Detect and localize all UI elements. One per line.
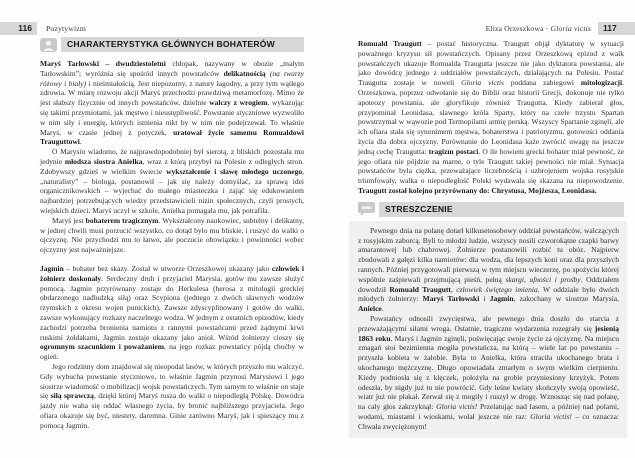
page-number-right xyxy=(598,22,635,35)
paragraph: Powstańcy odnosili zwycięstwa, ale pewnego dnia doszło do starcia z przeważającymi siłami wroga. Ostatnie, tragiczne wydarzenia rozegrały się jesienią 1863 roku. Maryś i Jagmin zginęli, poświęcając swoje życie za ojczyznę. Na miejscu zmagań stoi bezimienna mogiła powstańcza, na którą – wiele lat po powstaniu – przyszła kobieta w żałobie. Była to Anielka, która straciła ukochanego brata i ukochanego mężczyznę. Długo opowiadała zmarłym o swym wielkim cierpieniu. Kiedy podniosła się z klęczek, położyła na grobie przyniesiony krzyżyk. Potem odeszła, by nigdy już tu nie powrócić. Gdy leśne kwiaty skończyły swoją opowieść, wiatr już nie płakał. Zerwał się z mogiły i ruszył w drogę. Wznosząc się nad polanę, na cały głos zakrzyknął: Gloria victis! Przelatując nad lasem, a później nad polami, wodami, miastami i wioskami, wołał jeszcze nie raz: Gloria victis! – co oznacza: Chwała zwyciężonym! xyxy=(358,313,620,431)
page-number-left-value: 116 xyxy=(18,23,32,33)
traugutt-text xyxy=(358,39,624,196)
running-head-right xyxy=(486,22,635,35)
person-icon xyxy=(40,38,57,52)
summary-panel xyxy=(349,221,627,439)
running-head-separator: · xyxy=(545,24,549,33)
running-head-author: Eliza Orzeszkowa xyxy=(485,24,544,33)
paragraph: Maryś jest bohaterem tragicznym. Wykształcony naukowiec, subtelny i delikatny, w jednej chwili musi porzucić wszystko, co dotąd było mu bliskie, i ruszyć do walki o ojczyznę. Nie przychodzi mu to łatwo, ale poczucie obowiązku i powinności wobec ojczyzny jest najważniejsze. xyxy=(40,215,304,255)
section-heading-summary xyxy=(358,202,624,217)
page-number-right-value: 117 xyxy=(603,23,617,33)
running-head-work-title: Gloria victis xyxy=(550,24,591,33)
paragraph: Romuald Traugutt – postać historyczna. Traugutt objął dyktaturę w sytuacji poważnego kryzysu sił powstańczych. Opisany przez Orzeszkową epizod z walk powstańczych ukazuje Romualda Traugutta jeszcze nie jako dyktatora powstania, ale jako dowódcę jednego z oddziałów powstańczych, działających na Polesiu. Postać Traugutta zostaje w noweli Gloria victis poddana zabiegowi mitologizacji. Orzeszkowa, poprzez odwołanie się do Biblii oraz historii Grecji, dokonuje nie tylko apoteozy powstania, ale gloryfikuje również Traugutta. Kiedy zabierał głos, przypominał Leonidasa, sławnego króla Sparty, który na czele trzystu Spartan powstrzymał w wąwozie pod Termopilami armię perską. Wszyscy Spartanie zginęli, ale ich ofiara stała się synonimem męstwa, bohaterstwa i patriotyzmu, gotowości oddania życia dla dobra ojczyzny. Porównanie do Leonidasa każe zwrócić uwagę na jeszcze jedną cechę Traugutta: tragizm postaci. O ile bowiem grecki bohater miał pewność, że jego ofiara nie pójdzie na marne, o tyle Traugutt takiej pewności nie miał. Sytuacja powstańców była ciężka, przeważające liczebnością i uzbrojeniem wojska rosyjskie triumfowały, walka o niepodległość Polski wydawała się skazana na niepowodzenie. Traugutt został kolejno przyrównany do: Chrystusa, Mojżesza, Leonidasa. xyxy=(358,39,624,195)
summary-text xyxy=(358,226,619,432)
section-heading-summary-label: STRESZCZENIE xyxy=(379,202,624,217)
section-heading-characters-label: CHARAKTERYSTYKA GŁÓWNYCH BOHATERÓW xyxy=(61,37,304,52)
paragraph: Jagmin – bohater bez skazy. Został w utworze Orzeszkowej ukazany jako człowiek i żołnierz doskonały. Serdeczny druh i przyjaciel Marysia, gotów mu zawsze służyć pomocą. Jagmin przyrównany zostaje do Herkulesa (herosa z mitologii greckiej obdarzonego nadludzką siłą) oraz Scypiona (jednego z dwóch sławnych wodzów rzymskich z okresu wojen punickich). Zawsze zdyscyplinowany i gotów do walki, zawsze wykonujący rozkazy naczelnego wodza. W jednym z ostatnich epizodów, kiedy zachodzi potrzeba bronienia namiotu z rannymi powstańcami przed żądnymi krwi ruskimi żołdakami, Jagmin zostaje ukazany jako anioł. Wśród żołnierzy cieszy się ogromnym szacunkiem i poważaniem, na jego rozkaz powstańcy pójdą choćby w ogień. xyxy=(40,263,304,362)
paragraph: Maryś Tarłowski – dwudziestoletni chłopak, nazywany w obozie „małym Tarłowskim”; wyróżnia się spośród innych powstańców delikatnością (na twarzy różowy i biały) i nieśmiałością. Jest niepozorny, z natury łagodny, a przy tym wątłego zdrowia. W miarę rozwoju akcji Maryś przechodzi prawdziwą metamorfozę. Mimo że jest słabszy fizycznie od innych powstańców, dzielnie walczy z wrogiem, wykazując się takimi przymiotami, jak męstwo i nieustępliwość. Powstanie styczniowe wyzwoliło w nim siły i energię, których istnienia nikt by w nim nie podejrzewał. To właśnie Maryś, w czasie jednej z potyczek, uratował życie samemu Romualdowi Trauguttowi. xyxy=(40,59,304,147)
paragraph: Pewnego dnia na polanę dotarł kilkusetosobowy oddział powstańców, walczących z rosyjskim zaborcą. Byli to młodzi ludzie, wszyscy nosili czworokątne czapki barwy amarantowej lub chabrowej. Żołnierze postanowili rozbić tu obóz. Najpierw zbudowali z gałęzi kilka namiotów: dla wodza, dla lepszych koni oraz dla przyszłych rannych. Później przygotowali pierwszą w tym miejscu wieczerzę, po spożyciu której wspólnie zaśpiewali przejmującą pieśń, pełną skargi, ufności i prośby. Oddziałem dowodził Romuald Traugutt, człowiek świętego imienia. W oddziale było dwóch młodych żołnierzy: Maryś Tarłowski i Jagmin, zakochany w siostrze Marysia, Anielce. xyxy=(358,225,620,314)
paragraph: O Marysiu wiadomo, że najprawdopodobniej był sierotą, z bliskich pozostała mu jedynie młodsza siostra Anielka, wraz z którą przybył na Polesie z odległych stron. Zdobywszy gdzieś w wielkim świecie wykształcenie i sławę młodego uczonego, „naturalisty” – biologa, postanowił – jak się należy domyślać, za sprawą idei organicznikowskich – wyjechać do małego miasteczka i zająć się edukowaniem najbardziej potrzebujących wiedzy przedstawicieli nizin społecznych, czyli prostych, wiejskich dzieci. Maryś uczył w szkole, Anielka pomagała mu, jak potrafiła. xyxy=(40,147,305,215)
running-head-left-label: Pozytywizm xyxy=(46,24,86,33)
paragraph: Jego rodzinny dom znajdował się nieopodal lasów, w których przyszło mu walczyć. Gdy wybucha powstanie styczniowe, to właśnie Jagmin przynosi Marysiowi i jego siostrze wiadomość o mobilizacji wojsk powstańczych. Tym samym to właśnie on staje się siłą sprawczą, dzięki której Maryś rusza do walki o niepodległą Polskę. Dowódca jazdy nie waha się oddać własnego życia, by bronić najbliższego przyjaciela. Jego ofiara okazuje się być, niestety, daremna. Ginie zarówno Maryś, jak i spieszący mu z pomocą Jagmin. xyxy=(40,361,304,430)
page-right-content xyxy=(358,39,624,438)
speech-bubble-icon xyxy=(358,202,375,216)
characters-text xyxy=(40,59,304,430)
page-number-left xyxy=(0,22,37,35)
running-head-left xyxy=(0,22,86,35)
running-head-right-label xyxy=(486,24,591,33)
section-heading-characters xyxy=(40,37,304,52)
page-left-content xyxy=(40,37,304,430)
